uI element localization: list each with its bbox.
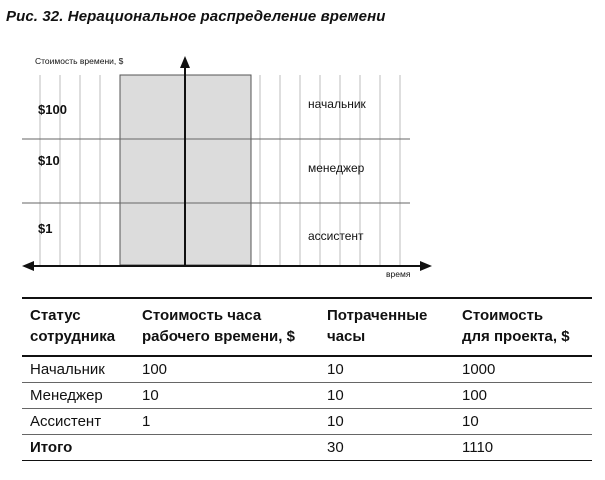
level-price: $10 bbox=[38, 153, 60, 168]
level-role: ассистент bbox=[308, 229, 364, 243]
cell-status: Начальник bbox=[22, 356, 134, 383]
x-axis-arrow-left bbox=[22, 261, 34, 271]
table-row bbox=[22, 356, 592, 383]
level-role: начальник bbox=[308, 97, 366, 111]
col-header-hour-cost: Стоимость часа рабочего времени, $ bbox=[134, 298, 319, 356]
cell-project-cost: 100 bbox=[454, 383, 592, 409]
level-price: $1 bbox=[38, 221, 53, 236]
col-header-status: Статус сотрудника bbox=[22, 298, 134, 356]
level-role: менеджер bbox=[308, 161, 365, 175]
figure-title: Рис. 32. Нерациональное распределение времени bbox=[6, 8, 386, 25]
cell-hour-cost: 10 bbox=[134, 383, 319, 409]
x-axis-label: время bbox=[386, 269, 411, 279]
table-header-row bbox=[22, 298, 592, 356]
cell-status: Ассистент bbox=[22, 409, 134, 435]
cell-status: Менеджер bbox=[22, 383, 134, 409]
cell-hours: 10 bbox=[319, 356, 454, 383]
table-total-row bbox=[22, 435, 592, 461]
cell-total-hours: 30 bbox=[319, 435, 454, 461]
cell-total-cost: 1110 bbox=[454, 435, 592, 461]
cell-hours: 10 bbox=[319, 409, 454, 435]
cell-hour-cost: 1 bbox=[134, 409, 319, 435]
level-price: $100 bbox=[38, 102, 67, 117]
cell-total-label: Итого bbox=[22, 435, 134, 461]
table-row bbox=[22, 409, 592, 435]
cell-hours: 10 bbox=[319, 383, 454, 409]
y-axis-arrow bbox=[180, 56, 190, 68]
y-axis-label: Стоимость времени, $ bbox=[35, 56, 124, 66]
x-axis-arrow-right bbox=[420, 261, 432, 271]
cell-project-cost: 10 bbox=[454, 409, 592, 435]
cell-hour-cost: 100 bbox=[134, 356, 319, 383]
col-header-hours: Потраченные часы bbox=[319, 298, 454, 356]
cost-table bbox=[22, 297, 592, 461]
cell-project-cost: 1000 bbox=[454, 356, 592, 383]
cell-total-empty bbox=[134, 435, 319, 461]
table-row bbox=[22, 383, 592, 409]
col-header-project-cost: Стоимость для проекта, $ bbox=[454, 298, 592, 356]
